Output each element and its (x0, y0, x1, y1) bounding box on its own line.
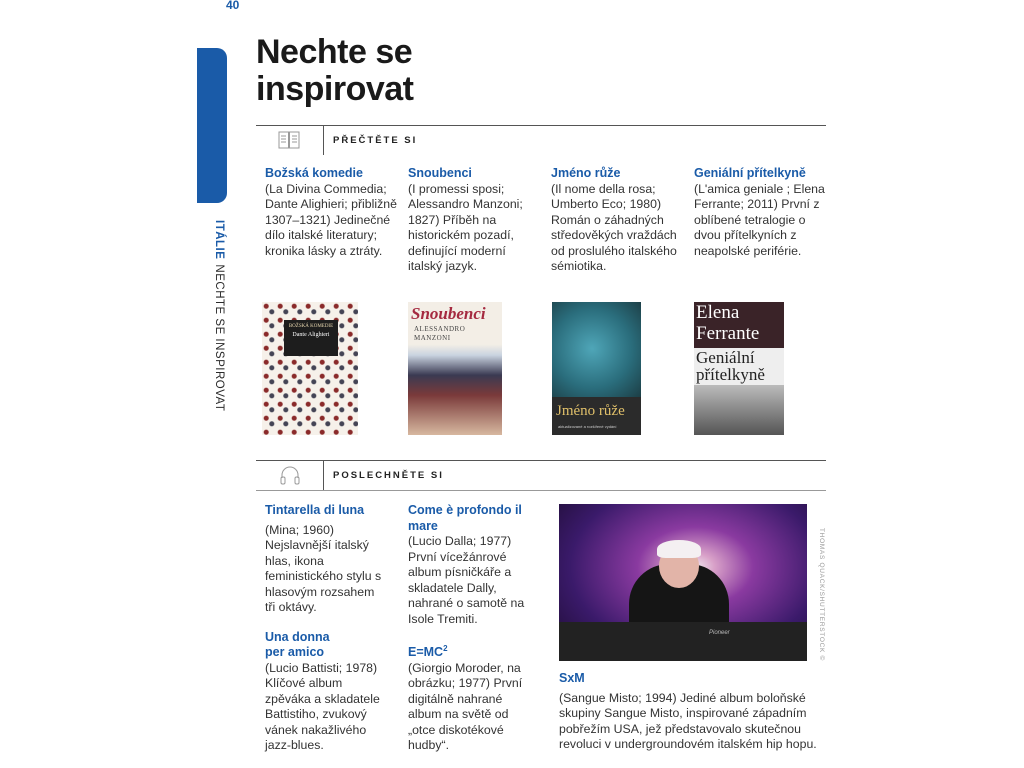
album-title-block (408, 641, 533, 661)
divider (323, 460, 324, 490)
book-entry (694, 166, 829, 259)
book-cover-jmeno-ruze (552, 302, 641, 435)
page-number: 40 (226, 0, 240, 12)
book-cover-bozska-komedie (262, 302, 358, 435)
album-title: SxM (559, 671, 585, 685)
section-heading-listen: POSLECHNĚTE SI (333, 470, 444, 481)
album-title: E=MC (408, 645, 444, 660)
album-description: (Lucio Dalla; 1977) První vícežánrové album písničkáře a skladatele Dally, nahrané o samotě na Isole Tremiti. (408, 534, 525, 626)
title-line: inspirovat (256, 70, 414, 108)
album-column (265, 503, 385, 754)
chapter-tab (197, 48, 227, 203)
divider (323, 125, 324, 155)
side-country: ITÁLIE (213, 220, 225, 260)
cover-author: ALESSANDRO MANZONI (414, 325, 466, 342)
book-description: (L'amica geniale ; Elena Ferrante; 2011) První z oblíbené tetralogie o dvou přítelkyních z neapolské periférie. (694, 181, 825, 258)
album-title: Tintarella di luna (265, 503, 365, 517)
cover-title: Jméno růže (556, 403, 625, 419)
book-icon (278, 131, 300, 154)
book-title: Jméno růže (551, 166, 621, 180)
book-description: (Il nome della rosa; Umberto Eco; 1980) Román o záhadných středověkých vraždách od proslulého italského sémiotika. (551, 181, 677, 273)
cover-subtitle: aktualizované a rozšířené vydání (558, 424, 617, 429)
photo-credit: THOMAS QUACK/SHUTTERSTOCK © (818, 528, 825, 661)
page-title (256, 34, 413, 108)
book-cover-snoubenci (408, 302, 502, 435)
headphones-icon (279, 465, 301, 490)
book-title: Božská komedie (265, 166, 363, 180)
book-description: (I promessi sposi; Alessandro Manzoni; 1827) Příběh na historickém pozadí, definující moderní italský jazyk. (408, 181, 523, 273)
album-description: (Giorgio Moroder, na obrázku; 1977) První digitálně nahrané album na světě od „otce diskotékové hudby“. (408, 660, 523, 753)
divider (256, 460, 826, 461)
album-title: Una donna per amico (265, 629, 330, 659)
cover-title: BOŽSKÁ KOMEDIE (288, 324, 334, 329)
album-feature (559, 671, 819, 753)
section-heading-read: PŘEČTĚTE SI (333, 135, 418, 146)
album-description: (Mina; 1960) Nejslavnější italský hlas, ikona feministického stylu s hlasovým rozsahem tři oktávy. (265, 522, 382, 614)
book-entry (408, 166, 543, 275)
book-description: (La Divina Commedia; Dante Alighieri; přibližně 1307–1321) Jedinečné dílo italské literatury; kronika lásky a ztráty. (265, 181, 397, 258)
divider (256, 125, 826, 126)
book-title: Geniální přítelkyně (694, 166, 806, 180)
album-description: (Sangue Misto; 1994) Jediné album boloňské skupiny Sangue Misto, inspirované západním pobřežím USA, jež představovalo skutečnou revoluci v undergroundovém italském hip hopu. (559, 690, 817, 751)
cover-title: Snoubenci (411, 304, 486, 323)
cover-title: Geniální přítelkyně (696, 348, 765, 384)
book-cover-genialni-pritelkyne (694, 302, 784, 435)
album-column (408, 503, 533, 754)
book-entry (551, 166, 686, 275)
deck-brand: Pioneer (709, 630, 730, 636)
cover-author: Dante Alighieri (292, 332, 330, 338)
divider (256, 490, 826, 491)
cover-author: Elena Ferrante (694, 302, 784, 348)
photo-giorgio-moroder (559, 504, 807, 661)
book-entry (265, 166, 400, 259)
side-section: NECHTE SE INSPIROVAT (213, 264, 225, 412)
album-title-superscript: 2 (443, 644, 448, 653)
album-title: Come è profondo il mare (408, 503, 522, 533)
title-line: Nechte se (256, 33, 413, 71)
book-title: Snoubenci (408, 166, 472, 180)
side-label (213, 220, 225, 411)
album-description: (Lucio Battisti; 1978) Klíčové album zpěváka a skladatele Battistiho, zvukový vánek nakažlivého jazz-blues. (265, 660, 380, 752)
